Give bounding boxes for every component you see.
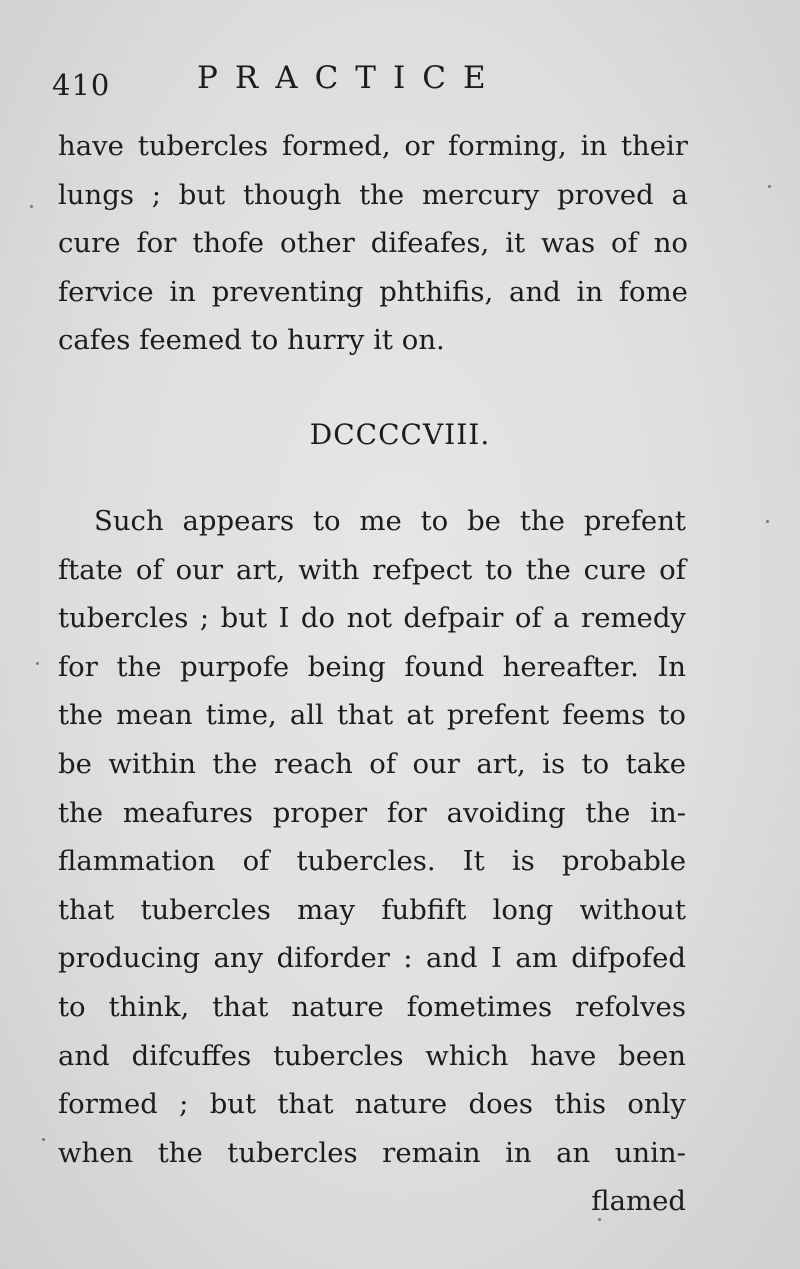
- text-line: [58, 594, 686, 643]
- page-number: 410: [52, 68, 111, 102]
- word: the: [116, 650, 162, 683]
- text-line: [58, 268, 688, 317]
- word: that: [277, 1088, 334, 1121]
- paragraph-1: [58, 122, 688, 365]
- word: preventing: [211, 275, 364, 308]
- word: tubercles: [58, 602, 189, 635]
- text-line: [58, 316, 688, 365]
- word: proper: [272, 796, 368, 829]
- word: ;: [151, 178, 161, 211]
- word: only: [627, 1088, 686, 1121]
- word: at: [406, 699, 434, 732]
- word: in: [580, 130, 608, 162]
- word: to: [58, 990, 86, 1023]
- catchword: [58, 1177, 686, 1226]
- word: and: [425, 942, 478, 975]
- word: ftate: [58, 553, 123, 586]
- text-line: [58, 219, 688, 268]
- word: a: [553, 602, 570, 635]
- word: in-: [650, 796, 686, 829]
- word: probable: [561, 845, 686, 878]
- word: of: [135, 553, 163, 586]
- text-line: [58, 643, 686, 692]
- word: diforder: [276, 942, 390, 975]
- section-heading: DCCCCVIII.: [309, 418, 491, 451]
- word: art,: [476, 747, 526, 780]
- running-head: PRACTICE: [197, 60, 503, 96]
- paper-speck: [766, 520, 769, 523]
- text-line: [58, 789, 686, 838]
- word: our: [175, 553, 223, 586]
- word: but: [220, 602, 268, 635]
- word: refpect: [372, 553, 473, 586]
- word: fometimes: [406, 990, 553, 1023]
- word: in: [169, 275, 196, 308]
- word: difcuffes: [131, 1039, 252, 1072]
- word: phthifis,: [379, 275, 494, 308]
- word: be: [467, 505, 501, 537]
- word: in: [505, 1136, 532, 1169]
- word: formed: [58, 1088, 158, 1121]
- word: ;: [199, 602, 210, 635]
- word: a: [671, 178, 688, 211]
- word: producing: [58, 942, 201, 975]
- word: nature: [291, 990, 384, 1023]
- paper-speck: [42, 1138, 45, 1141]
- word: is: [511, 845, 535, 878]
- word: been: [618, 1039, 686, 1072]
- word: It: [462, 845, 485, 878]
- word: the: [525, 553, 571, 586]
- word: for: [386, 796, 427, 829]
- word: lungs: [58, 178, 134, 211]
- word: it: [373, 324, 393, 357]
- word: be: [58, 747, 92, 780]
- paper-speck: [598, 1218, 601, 1221]
- word: or: [404, 130, 435, 162]
- word: was: [541, 227, 596, 260]
- word: tubercles: [137, 130, 269, 162]
- word: to: [485, 553, 513, 586]
- word: prefent: [583, 505, 686, 537]
- word: the: [359, 178, 405, 211]
- word: do: [300, 602, 336, 635]
- word: am: [515, 942, 558, 975]
- word: difeafes,: [370, 227, 490, 260]
- word: prefent: [446, 699, 550, 732]
- paper-speck: [30, 205, 33, 208]
- word: this: [554, 1088, 607, 1121]
- word: ;: [179, 1088, 189, 1121]
- word: other: [280, 227, 355, 260]
- word: remain: [382, 1136, 481, 1169]
- word: their: [620, 130, 688, 162]
- word: cafes: [58, 324, 131, 357]
- word: fubfift: [381, 893, 467, 926]
- word: though: [242, 178, 342, 211]
- paragraph-2: [58, 497, 686, 1226]
- word: of: [659, 553, 686, 586]
- word: to: [658, 699, 686, 732]
- word: when: [58, 1136, 134, 1169]
- word: to: [581, 747, 610, 780]
- word: meafures: [122, 796, 253, 829]
- word: in: [576, 275, 604, 308]
- word: found: [404, 650, 485, 683]
- word: me: [359, 505, 402, 537]
- text-line: [58, 497, 686, 546]
- word: of: [611, 227, 638, 260]
- word: for: [58, 650, 98, 683]
- text-line: [58, 546, 686, 595]
- word: the: [58, 699, 104, 732]
- word: formed,: [281, 130, 391, 162]
- word: mercury: [421, 178, 540, 211]
- word: mean: [116, 699, 193, 732]
- word: to: [420, 505, 449, 537]
- word: tubercles: [227, 1136, 358, 1169]
- word: is: [542, 747, 566, 780]
- word: being: [307, 650, 386, 683]
- word: nature: [354, 1088, 448, 1121]
- word: think,: [108, 990, 190, 1023]
- catchword-text: flamed: [591, 1185, 686, 1218]
- word: and: [58, 1039, 110, 1072]
- word: with: [298, 553, 360, 586]
- word: tubercles: [140, 893, 271, 926]
- word: the: [212, 747, 258, 780]
- word: may: [297, 893, 356, 926]
- text-line: [58, 983, 686, 1032]
- text-line: [58, 1080, 686, 1129]
- word: time,: [205, 699, 277, 732]
- word: our: [412, 747, 460, 780]
- word: feems: [562, 699, 646, 732]
- word: not: [346, 602, 392, 635]
- word: the: [519, 505, 565, 537]
- word: to: [250, 324, 279, 357]
- word: forming,: [447, 130, 567, 162]
- word: fome: [618, 275, 688, 308]
- text-line: [58, 886, 686, 935]
- word: without: [579, 893, 686, 926]
- word: In: [657, 650, 686, 683]
- word: defpair: [403, 602, 504, 635]
- word: does: [468, 1088, 534, 1121]
- word: the: [585, 796, 631, 829]
- text-line: [58, 1129, 686, 1178]
- text-line: [58, 934, 686, 983]
- word: feemed: [139, 324, 242, 357]
- word: all: [289, 699, 324, 732]
- word: that: [212, 990, 269, 1023]
- word: that: [336, 699, 394, 732]
- word: tubercles: [273, 1039, 404, 1072]
- word: remedy: [581, 602, 686, 635]
- word: the: [58, 796, 104, 829]
- word: that: [58, 893, 115, 926]
- word: avoiding: [446, 796, 566, 829]
- word: art,: [235, 553, 286, 586]
- text-line: [58, 122, 688, 171]
- text-line: [58, 740, 686, 789]
- paper-speck: [768, 185, 771, 188]
- word: long: [492, 893, 554, 926]
- text-line: [58, 691, 686, 740]
- word: difpofed: [571, 942, 686, 975]
- word: of: [242, 845, 270, 878]
- word: and: [509, 275, 561, 308]
- word: reach: [273, 747, 353, 780]
- word: refolves: [575, 990, 686, 1023]
- word: fervice: [58, 275, 154, 308]
- word: of: [369, 747, 397, 780]
- word: proved: [557, 178, 654, 211]
- word: any: [213, 942, 264, 975]
- word: but: [209, 1088, 257, 1121]
- word: which: [425, 1039, 509, 1072]
- word: have: [530, 1039, 597, 1072]
- word: have: [58, 130, 124, 162]
- word: cure: [583, 553, 647, 586]
- word: within: [108, 747, 196, 780]
- word: cure: [58, 227, 121, 260]
- word: take: [625, 747, 686, 780]
- word: of: [514, 602, 542, 635]
- word: hereafter.: [502, 650, 639, 683]
- word: Such: [94, 505, 164, 537]
- page-header: [52, 56, 752, 106]
- text-line: [58, 1032, 686, 1081]
- word: :: [403, 942, 413, 975]
- text-line: [58, 837, 686, 886]
- word: thofe: [192, 227, 265, 260]
- word: unin-: [614, 1136, 686, 1169]
- word: hurry: [287, 324, 365, 357]
- word: I: [278, 602, 290, 635]
- text-line: [58, 171, 688, 220]
- word: flammation: [58, 845, 216, 878]
- word: on.: [401, 324, 445, 357]
- word: no: [653, 227, 688, 260]
- word: purpofe: [180, 650, 290, 683]
- word: but: [178, 178, 226, 211]
- word: it: [505, 227, 526, 260]
- word: an: [556, 1136, 591, 1169]
- word: I: [491, 942, 502, 975]
- word: to: [312, 505, 341, 537]
- word: tubercles.: [296, 845, 436, 878]
- word: appears: [182, 505, 295, 537]
- paper-speck: [36, 662, 39, 665]
- word: for: [136, 227, 177, 260]
- word: the: [157, 1136, 203, 1169]
